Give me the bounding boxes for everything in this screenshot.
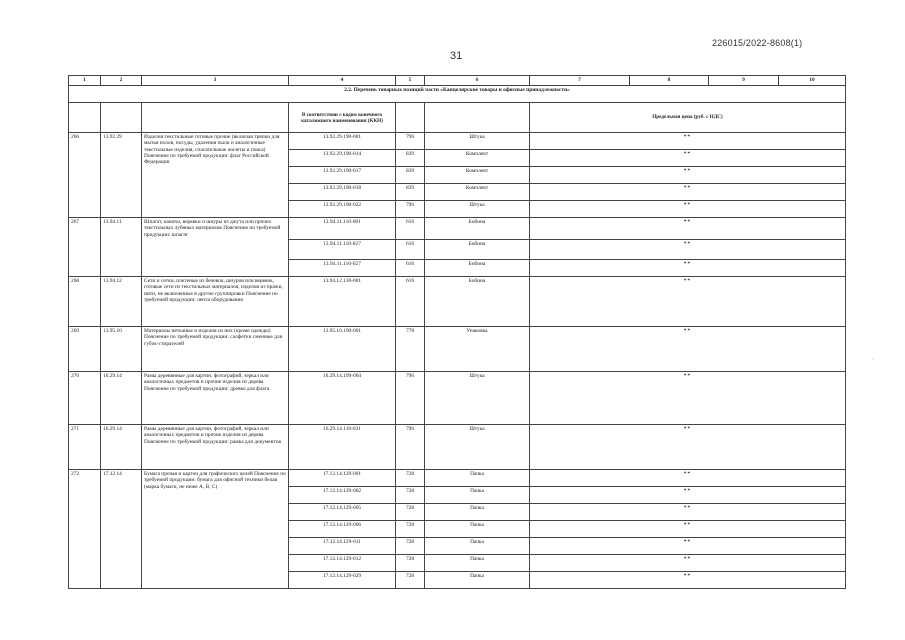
ktru-code: 17.12.14.129-005 [289,504,396,521]
price-cell: ** [530,538,846,555]
ktru-code: 13.92.29.190-018 [289,184,396,201]
ktru-code: 17.12.14.129-006 [289,521,396,538]
okpd-code: 13.94.12 [101,277,142,327]
price-cell: ** [530,555,846,572]
price-cell: ** [530,218,846,240]
empty-cell [69,103,101,133]
okei-code: 796 [396,133,425,150]
row-number: 271 [69,425,101,470]
section-title-row [69,86,846,103]
price-cell: ** [530,487,846,504]
price-cell: ** [530,240,846,260]
product-description: Сети и сетки, плетеные из бечевок, шнуров или веревок, готовые сети из текстильных материалов, изделия из пряжи, нити, не включенные в другие группировки Пояснение по требуемой продукции: лента оборудования [142,277,289,327]
okei-code: 839 [396,150,425,167]
row-number: 268 [69,277,101,327]
product-description: Рамы деревянные для картин, фотографий, зеркал или аналогичных предметов и прочие изделия из дерева Пояснение по требуемой продукции: древко для флага [142,372,289,425]
column-number: 7 [530,76,630,86]
column-number: 5 [396,76,425,86]
column-number: 10 [779,76,846,86]
price-cell: ** [530,260,846,277]
unit-name: Комплект [425,167,530,184]
okei-code: 728 [396,504,425,521]
okpd-code: 13.92.29 [101,133,142,218]
scan-mark: · [872,355,875,364]
unit-name: Штука [425,425,530,470]
okei-code: 616 [396,277,425,327]
unit-name: Комплект [425,184,530,201]
okpd-code: 17.12.14 [101,470,142,589]
price-cell: ** [530,167,846,184]
unit-name: Бобина [425,260,530,277]
ktru-code: 16.29.14.110-031 [289,425,396,470]
ktru-code: 13.94.11.110-001 [289,218,396,240]
document-number: 226015/2022-8608(1) [712,38,803,48]
price-cell: ** [530,184,846,201]
okei-code: 728 [396,572,425,589]
ktru-code: 13.95.10.190-001 [289,327,396,372]
okei-code: 839 [396,184,425,201]
okei-code: 839 [396,167,425,184]
section-title: 2.2. Перечень товарных позиций части «Канцелярские товары и офисные принадлежности» [69,86,846,103]
okei-code: 728 [396,487,425,504]
price-cell: ** [530,521,846,538]
column-number: 4 [289,76,396,86]
price-cell: ** [530,133,846,150]
price-cell: ** [530,201,846,218]
table-row [69,133,846,150]
okei-code: 728 [396,538,425,555]
table-row [69,327,846,372]
price-cell: ** [530,425,846,470]
unit-name: Пачка [425,470,530,487]
unit-name: Штука [425,201,530,218]
empty-cell [425,103,530,133]
column-number: 2 [101,76,142,86]
okei-code: 728 [396,521,425,538]
product-description: Бумага прочая и картон для графических целей Пояснение по требуемой продукции: бумага для офисной техники белая (марка бумаги, не ниже А, В, С) [142,470,289,589]
price-header: Предельная цена (руб. с НДС) [530,103,846,133]
ktru-code: 17.12.14.129-001 [289,470,396,487]
ktru-code: 13.92.29.190-014 [289,150,396,167]
price-cell: ** [530,470,846,487]
subheader-row [69,103,846,133]
table-row [69,425,846,470]
table-row [69,372,846,425]
column-number: 6 [425,76,530,86]
ktru-code: 13.92.29.190-022 [289,201,396,218]
unit-name: Упаковка [425,327,530,372]
products-table [68,75,846,589]
unit-name: Бобина [425,277,530,327]
okpd-code: 13.95.10 [101,327,142,372]
column-number: 1 [69,76,101,86]
column-number-row [69,76,846,86]
unit-name: Штука [425,133,530,150]
ktru-code: 13.94.11.110-027 [289,260,396,277]
product-description: Рамы деревянные для картин, фотографий, зеркал или аналогичных предметов и прочие изделия из дерева Пояснение по требуемой продукции: рамка для документов [142,425,289,470]
okei-code: 778 [396,327,425,372]
okei-code: 616 [396,218,425,240]
table-row [69,218,846,240]
page-number: 31 [450,50,463,62]
column-number: 8 [630,76,709,86]
okei-code: 796 [396,425,425,470]
okei-code: 796 [396,201,425,218]
unit-name: Бобина [425,218,530,240]
unit-name: Пачка [425,504,530,521]
ktru-code: 17.12.14.129-002 [289,487,396,504]
price-cell: ** [530,327,846,372]
okei-code: 616 [396,260,425,277]
ktru-header: В соответствии с кодом конечного каталожного наименования (ККН) [289,103,396,133]
ktru-code: 13.92.29.190-001 [289,133,396,150]
okpd-code: 16.29.14 [101,372,142,425]
okei-code: 796 [396,372,425,425]
empty-cell [142,103,289,133]
unit-name: Пачка [425,572,530,589]
column-number: 3 [142,76,289,86]
unit-name: Пачка [425,487,530,504]
unit-name: Комплект [425,150,530,167]
row-number: 269 [69,327,101,372]
okpd-code: 16.29.14 [101,425,142,470]
empty-cell [396,103,425,133]
ktru-code: 17.12.14.129-029 [289,572,396,589]
ktru-code: 13.92.29.190-017 [289,167,396,184]
table-row [69,470,846,487]
empty-cell [101,103,142,133]
okei-code: 616 [396,240,425,260]
unit-name: Пачка [425,538,530,555]
ktru-code: 13.94.11.110-027 [289,240,396,260]
unit-name: Пачка [425,555,530,572]
okei-code: 728 [396,555,425,572]
price-cell: ** [530,572,846,589]
price-cell: ** [530,277,846,327]
ktru-code: 17.12.14.129-011 [289,538,396,555]
unit-name: Пачка [425,521,530,538]
ktru-code: 17.12.14.129-012 [289,555,396,572]
okpd-code: 13.94.11 [101,218,142,277]
price-cell: ** [530,504,846,521]
product-description: Материалы нетканые и изделия из них (кроме одежды) Пояснение по требуемой продукции: салфетки сменные для губок-стирателей [142,327,289,372]
ktru-code: 16.29.14.199-004 [289,372,396,425]
unit-name: Бобина [425,240,530,260]
row-number: 270 [69,372,101,425]
row-number: 272 [69,470,101,589]
ktru-code: 13.94.12.130-001 [289,277,396,327]
okei-code: 728 [396,470,425,487]
row-number: 267 [69,218,101,277]
row-number: 266 [69,133,101,218]
table-row [69,277,846,327]
price-cell: ** [530,372,846,425]
product-description: Изделия текстильные готовые прочие (включая тряпки для мытья полов, посуды, удаления пыли и аналогичные текстильные изделия, спасательные жилеты и пояса) Пояснение по требуемой продукции: флаг Российской Федерации [142,133,289,218]
column-number: 9 [709,76,779,86]
price-cell: ** [530,150,846,167]
product-description: Шпагат, канаты, веревки и шнуры из джута или прочих текстильных лубяных материалов Пояснение по требуемой продукции: шпагат [142,218,289,277]
unit-name: Штука [425,372,530,425]
